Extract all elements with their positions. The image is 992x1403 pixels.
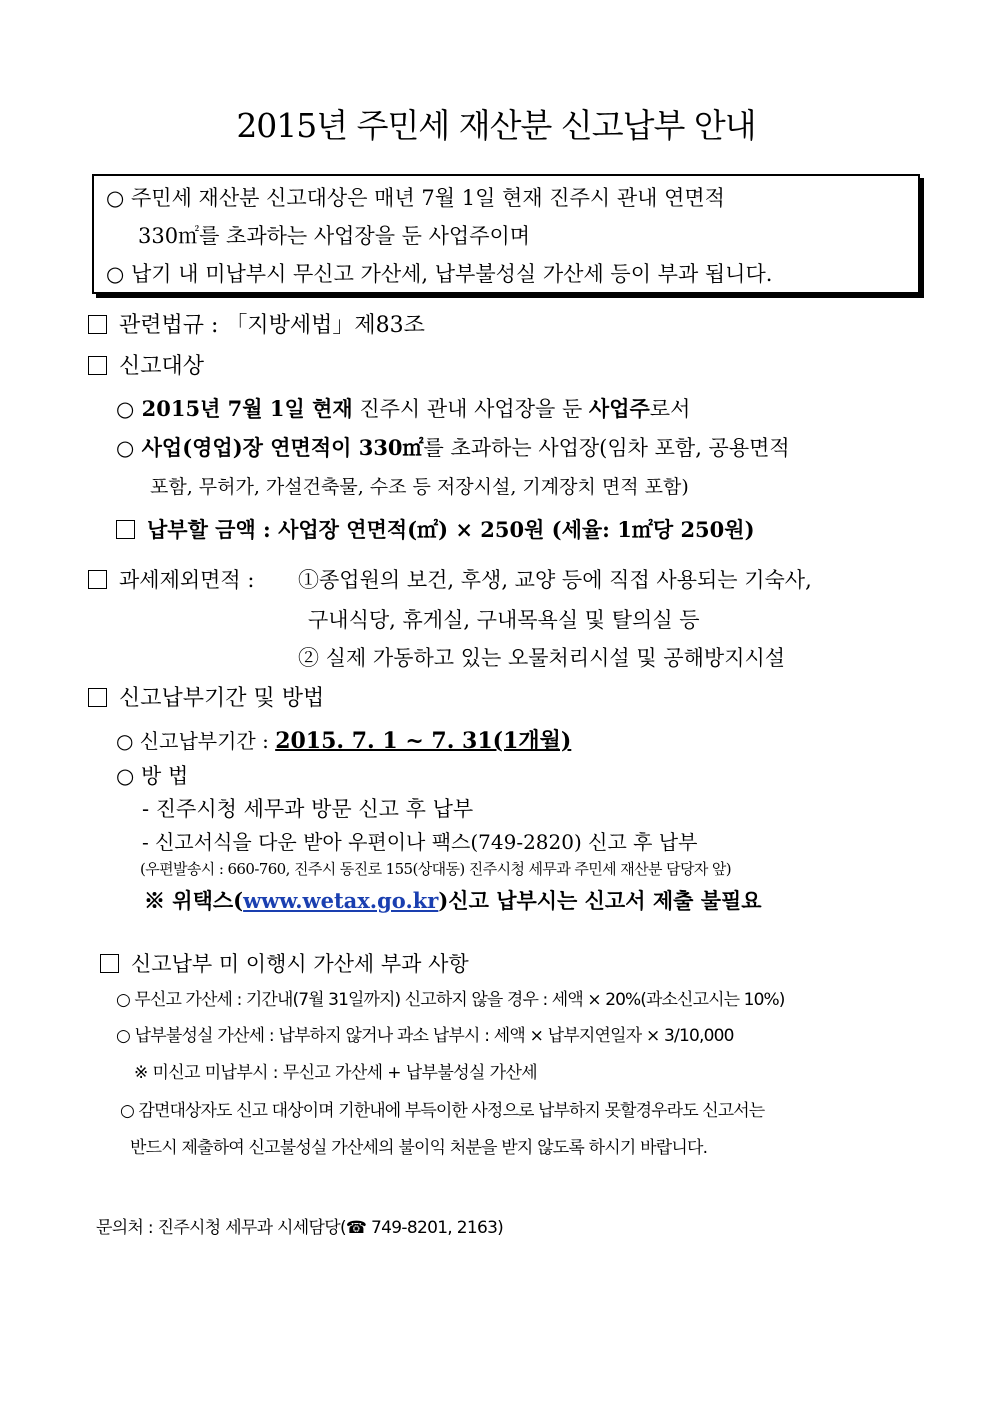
penalty-heading [100,948,469,978]
penalty-line-5: 반드시 제출하여 신고불성실 가산세의 불이익 처분을 받지 않도록 하시기 바랍니다. [130,1138,708,1158]
page-title: 2015년 주민세 재산분 신고납부 안내 [236,106,756,145]
target-item-1-bold2: 사업주 [588,396,650,421]
penalty-line-1: ○ 무신고 가산세 : 기간내(7월 31일까지) 신고하지 않을 경우 : 세액 × 20%(과소신고시는 10%) [116,990,785,1010]
exempt-line-1: ①종업원의 보건, 후생, 교양 등에 직접 사용되는 기숙사, [298,568,812,592]
amount-text: 납부할 금액 : 사업장 연면적(㎡) × 250원 (세율: 1㎡당 250원) [147,517,755,542]
method-1: - 진주시청 세무과 방문 신고 후 납부 [142,797,474,821]
target-item-2-bold: ○ 사업(영업)장 연면적이 330㎡ [116,435,424,460]
method-2: - 신고서식을 다운 받아 우편이나 팩스(749-2820) 신고 후 납부 [142,830,698,854]
mail-address: (우편발송시 : 660-760, 진주시 동진로 155(상대동) 진주시청 세무과 주민세 재산분 담당자 앞) [140,860,732,878]
period-label: ○ 신고납부기간 : [116,729,276,753]
target-heading [88,349,204,380]
checkbox-square-icon [88,356,107,375]
period-heading-text: 신고납부기간 및 방법 [119,686,325,711]
target-heading-text: 신고대상 [119,354,205,379]
checkbox-square-icon [88,570,107,589]
wetax-prefix: ※ 위택스( [144,888,244,913]
target-item-2-rest: 를 초과하는 사업장(임차 포함, 공용면적 [423,436,790,460]
checkbox-square-icon [116,520,135,539]
period-line [116,724,571,755]
contact-line: 문의처 : 진주시청 세무과 시세담당(☎ 749-8201, 2163) [96,1218,504,1238]
method-label: ○ 방 법 [116,764,189,788]
exempt-line-3: ② 실제 가동하고 있는 오물처리시설 및 공해방지시설 [298,646,786,670]
exempt-heading [88,564,254,594]
penalty-line-4: ○ 감면대상자도 신고 대상이며 기한내에 부득이한 사정으로 납부하지 못할경우라도 신고서는 [120,1101,765,1121]
notice-line-3: ○ 납기 내 미납부시 무신고 가산세, 납부불성실 가산세 등이 부과 됩니다. [106,262,773,286]
target-item-1-end: 로서 [649,397,691,421]
wetax-note [144,885,762,915]
wetax-suffix: )신고 납부시는 신고서 제출 불필요 [438,888,762,913]
target-item-1-bold: ○ 2015년 7월 1일 현재 [116,396,353,421]
penalty-heading-text: 신고납부 미 이행시 가산세 부과 사항 [131,952,469,976]
target-item-2 [116,432,790,462]
target-item-1 [116,393,690,423]
exempt-heading-text: 과세제외면적 : [119,568,255,592]
target-item-2-cont: 포함, 무허가, 가설건축물, 수조 등 저장시설, 기계장치 면적 포함) [150,476,689,498]
notice-line-1: ○ 주민세 재산분 신고대상은 매년 7월 1일 현재 진주시 관내 연면적 [106,186,725,210]
law-heading-text: 관련법규 : 「지방세법」제83조 [119,313,425,338]
notice-box [92,174,920,294]
wetax-link[interactable]: www.wetax.go.kr [243,888,439,913]
target-item-1-rest: 진주시 관내 사업장을 둔 [352,397,589,421]
notice-line-2: 330㎡를 초과하는 사업장을 둔 사업주이며 [138,224,531,248]
period-value: 2015. 7. 1 ~ 7. 31(1개월) [275,728,572,754]
period-heading [88,681,324,712]
penalty-line-3: ※ 미신고 미납부시 : 무신고 가산세 + 납부불성실 가산세 [134,1063,538,1083]
checkbox-square-icon [88,688,107,707]
law-heading [88,308,425,339]
checkbox-square-icon [88,315,107,334]
amount-line [116,514,755,544]
checkbox-square-icon [100,954,119,973]
penalty-line-2: ○ 납부불성실 가산세 : 납부하지 않거나 과소 납부시 : 세액 × 납부지연일자 × 3/10,000 [116,1026,734,1046]
exempt-line-2: 구내식당, 휴게실, 구내목욕실 및 탈의실 등 [308,608,700,632]
